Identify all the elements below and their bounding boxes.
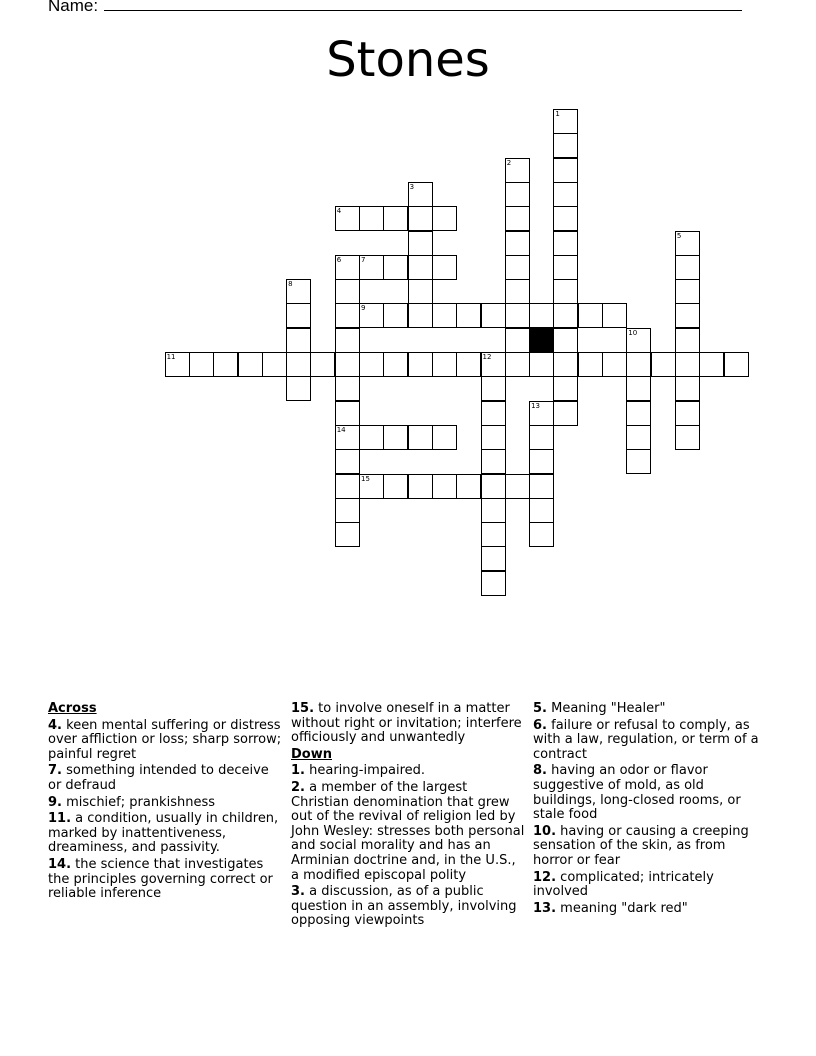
grid-cell[interactable]	[335, 206, 360, 231]
grid-cell[interactable]	[432, 255, 457, 280]
grid-cell[interactable]	[505, 206, 530, 231]
grid-cell[interactable]	[335, 474, 360, 499]
grid-cell[interactable]	[383, 352, 408, 377]
grid-cell[interactable]	[553, 206, 578, 231]
grid-cell[interactable]	[383, 425, 408, 450]
grid-cell[interactable]	[481, 425, 506, 450]
grid-cell[interactable]	[359, 425, 384, 450]
grid-cell[interactable]	[626, 425, 651, 450]
name-label: Name:	[48, 0, 99, 15]
grid-cell[interactable]	[553, 231, 578, 256]
grid-cell[interactable]	[408, 352, 433, 377]
grid-cell[interactable]	[529, 303, 554, 328]
cell-number: 5	[676, 231, 682, 240]
grid-cell[interactable]	[408, 231, 433, 256]
grid-cell[interactable]	[481, 571, 506, 596]
grid-cell[interactable]	[553, 255, 578, 280]
grid-cell[interactable]	[359, 255, 384, 280]
grid-cell[interactable]	[651, 352, 676, 377]
grid-cell[interactable]	[529, 352, 554, 377]
grid-cell[interactable]	[675, 255, 700, 280]
grid-cell[interactable]	[238, 352, 263, 377]
grid-cell[interactable]	[626, 328, 651, 353]
cell-number: 2	[506, 158, 512, 167]
clue-down-2: 2. a member of the largest Christian denomination that grew out of the revival of religion led by John Wesley: stresses both personal and social morality and has an Arminian doctrine and, in the U.S., a modified episcopal polity	[291, 779, 525, 883]
clue-across-15: 15. to involve oneself in a matter without right or invitation; interfere officiously and unwantedly	[291, 701, 522, 746]
grid-cell[interactable]	[553, 303, 578, 328]
grid-cell[interactable]	[529, 401, 554, 426]
grid-cell[interactable]	[529, 474, 554, 499]
grid-cell[interactable]	[213, 352, 238, 377]
grid-cell[interactable]	[286, 328, 311, 353]
grid-cell[interactable]	[359, 352, 384, 377]
clue-down-6: 6. failure or refusal to comply, as with a law, regulation, or term of a contract	[533, 717, 759, 762]
grid-cell[interactable]	[481, 522, 506, 547]
grid-cell[interactable]	[553, 352, 578, 377]
grid-cell[interactable]	[335, 425, 360, 450]
grid-cell[interactable]	[359, 303, 384, 328]
grid-cell[interactable]	[505, 279, 530, 304]
grid-cell[interactable]	[505, 158, 530, 183]
grid-cell[interactable]	[675, 376, 700, 401]
grid-cell[interactable]	[432, 352, 457, 377]
grid-cell[interactable]	[505, 255, 530, 280]
grid-cell[interactable]	[553, 279, 578, 304]
grid-block	[529, 328, 554, 353]
grid-cell[interactable]	[335, 522, 360, 547]
grid-cell[interactable]	[432, 474, 457, 499]
clue-down-13: 13. meaning "dark red"	[533, 900, 688, 916]
cell-number: 10	[628, 328, 638, 337]
grid-cell[interactable]	[553, 158, 578, 183]
grid-cell[interactable]	[699, 352, 724, 377]
grid-cell[interactable]	[408, 425, 433, 450]
page-title: Stones	[326, 32, 490, 88]
grid-cell[interactable]	[675, 401, 700, 426]
grid-cell[interactable]	[481, 303, 506, 328]
grid-cell[interactable]	[432, 206, 457, 231]
grid-cell[interactable]	[189, 352, 214, 377]
grid-cell[interactable]	[529, 498, 554, 523]
grid-cell[interactable]	[675, 425, 700, 450]
grid-cell[interactable]	[553, 376, 578, 401]
grid-cell[interactable]	[456, 474, 481, 499]
grid-cell[interactable]	[626, 449, 651, 474]
grid-cell[interactable]	[335, 449, 360, 474]
grid-cell[interactable]	[675, 328, 700, 353]
grid-cell[interactable]	[553, 328, 578, 353]
grid-cell[interactable]	[481, 546, 506, 571]
grid-cell[interactable]	[602, 303, 627, 328]
grid-cell[interactable]	[262, 352, 287, 377]
clue-across-14: 14. the science that investigates the principles governing correct or reliable inference	[48, 856, 273, 902]
grid-cell[interactable]	[286, 279, 311, 304]
grid-cell[interactable]	[481, 352, 506, 377]
grid-cell[interactable]	[626, 376, 651, 401]
grid-cell[interactable]	[335, 498, 360, 523]
grid-cell[interactable]	[286, 376, 311, 401]
grid-cell[interactable]	[310, 352, 335, 377]
cell-number: 12	[482, 353, 492, 361]
grid-cell[interactable]	[505, 231, 530, 256]
down-heading: Down	[291, 746, 332, 762]
clue-across-4: 4. keen mental suffering or distress over affliction or loss; sharp sorrow; painful regret	[48, 717, 282, 762]
grid-cell[interactable]	[286, 303, 311, 328]
grid-cell[interactable]	[553, 182, 578, 207]
grid-cell[interactable]	[578, 352, 603, 377]
grid-cell[interactable]	[383, 206, 408, 231]
grid-cell[interactable]	[602, 352, 627, 377]
cell-number: 7	[361, 255, 366, 264]
grid-cell[interactable]	[335, 303, 360, 328]
grid-cell[interactable]	[675, 352, 700, 377]
grid-cell[interactable]	[456, 352, 481, 377]
clue-down-12: 12. complicated; intricately involved	[533, 869, 714, 900]
grid-cell[interactable]	[505, 182, 530, 207]
cell-number: 8	[288, 280, 293, 289]
grid-cell[interactable]	[529, 449, 554, 474]
grid-cell[interactable]	[335, 328, 360, 353]
grid-cell[interactable]	[553, 401, 578, 426]
cell-number: 14	[336, 425, 346, 434]
grid-cell[interactable]	[626, 401, 651, 426]
cell-number: 9	[361, 304, 366, 313]
grid-cell[interactable]	[505, 328, 530, 353]
grid-cell[interactable]	[553, 133, 578, 158]
cell-number: 4	[336, 207, 342, 216]
grid-cell[interactable]	[481, 474, 506, 499]
grid-cell[interactable]	[408, 255, 433, 280]
grid-cell[interactable]	[335, 279, 360, 304]
grid-cell[interactable]	[505, 474, 530, 499]
grid-cell[interactable]	[408, 279, 433, 304]
grid-cell[interactable]	[675, 303, 700, 328]
grid-cell[interactable]	[529, 425, 554, 450]
grid-cell[interactable]	[553, 109, 578, 134]
grid-cell[interactable]	[359, 206, 384, 231]
grid-cell[interactable]	[165, 352, 190, 377]
clue-down-3: 3. a discussion, as of a public question in an assembly, involving opposing viewpoints	[291, 884, 517, 929]
grid-cell[interactable]	[578, 303, 603, 328]
grid-cell[interactable]	[724, 352, 749, 377]
grid-cell[interactable]	[335, 401, 360, 426]
grid-cell[interactable]	[481, 376, 506, 401]
grid-cell[interactable]	[481, 401, 506, 426]
clue-down-10: 10. having or causing a creeping sensation of the skin, as from horror or fear	[533, 823, 749, 868]
cell-number: 3	[409, 182, 415, 191]
clues-column-1	[48, 702, 283, 904]
grid-cell[interactable]	[408, 206, 433, 231]
cell-number: 15	[361, 474, 370, 483]
clues-column-2	[291, 702, 526, 931]
clue-down-1: 1. hearing-impaired.	[291, 763, 426, 779]
grid-cell[interactable]	[335, 376, 360, 401]
cell-number: 13	[531, 401, 541, 410]
across-heading: Across	[48, 701, 97, 716]
grid-cell[interactable]	[505, 303, 530, 328]
cell-number: 1	[555, 110, 560, 118]
grid-cell[interactable]	[481, 449, 506, 474]
grid-cell[interactable]	[286, 352, 311, 377]
grid-cell[interactable]	[383, 474, 408, 499]
grid-cell[interactable]	[456, 303, 481, 328]
clues-column-3	[533, 702, 768, 918]
grid-cell[interactable]	[335, 352, 360, 377]
grid-cell[interactable]	[408, 182, 433, 207]
grid-cell[interactable]	[335, 255, 360, 280]
grid-cell[interactable]	[383, 255, 408, 280]
grid-cell[interactable]	[529, 522, 554, 547]
grid-cell[interactable]	[359, 474, 384, 499]
grid-cell[interactable]	[626, 352, 651, 377]
clue-across-7: 7. something intended to deceive or defraud	[48, 763, 269, 793]
grid-cell[interactable]	[432, 425, 457, 450]
clue-across-11: 11. a condition, usually in children, marked by inattentiveness, dreaminess, and passivity.	[48, 811, 279, 856]
clue-down-8: 8. having an odor or flavor suggestive of mold, as old buildings, long-closed rooms, or stale food	[533, 763, 741, 823]
grid-cell[interactable]	[675, 231, 700, 256]
grid-cell[interactable]	[432, 303, 457, 328]
clue-across-9: 9. mischief; prankishness	[48, 794, 215, 810]
grid-cell[interactable]	[408, 303, 433, 328]
grid-cell[interactable]	[383, 303, 408, 328]
cell-number: 11	[166, 353, 176, 361]
cell-number: 6	[336, 255, 342, 264]
grid-cell[interactable]	[505, 352, 530, 377]
grid-cell[interactable]	[675, 279, 700, 304]
grid-cell[interactable]	[481, 498, 506, 523]
grid-cell[interactable]	[408, 474, 433, 499]
clue-down-5: 5. Meaning "Healer"	[533, 701, 666, 716]
